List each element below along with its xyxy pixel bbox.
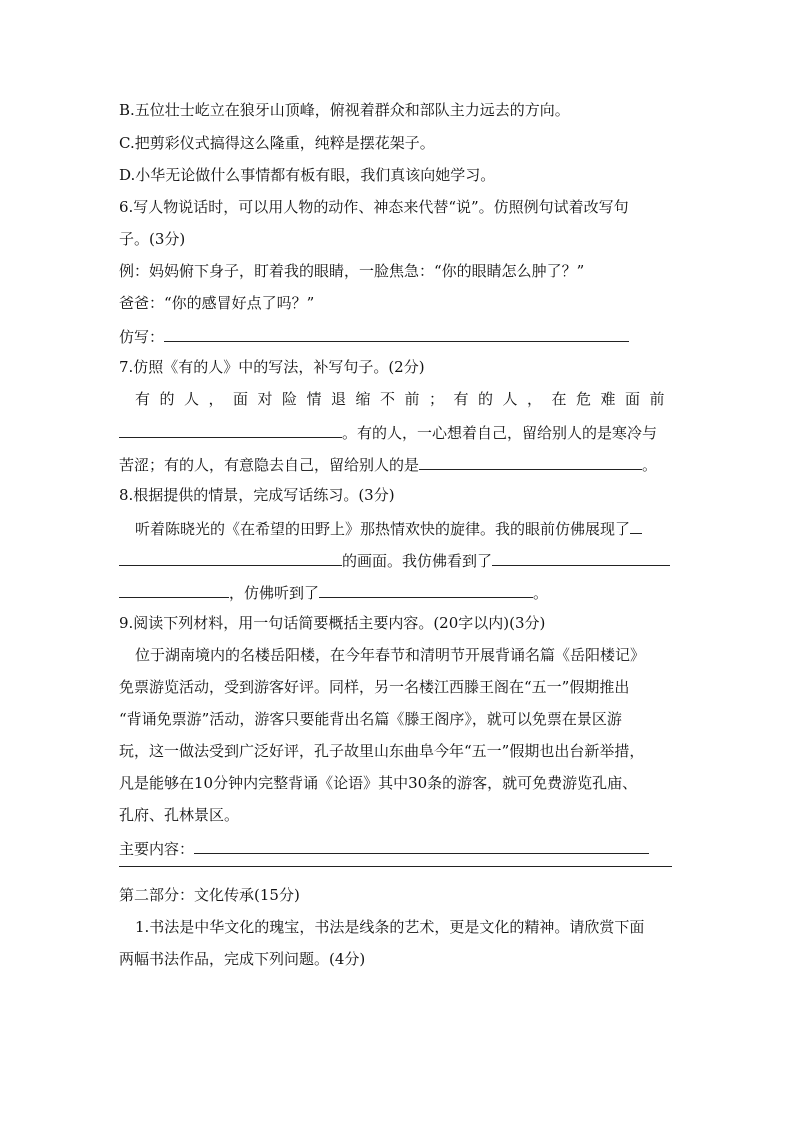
q7-answer-blank-1[interactable] xyxy=(119,421,342,438)
q6-imitate-line xyxy=(119,325,629,345)
q8-line3 xyxy=(119,581,548,601)
q7-line3-text: 苦涩；有的人，有意隐去自己，留给别人的是 xyxy=(119,456,420,474)
q8-line3-text: ，仿佛听到了 xyxy=(229,584,320,602)
part2-heading: 第二部分：文化传承(15分) xyxy=(119,886,300,904)
q9-passage-line3: “背诵免票游”活动，游客只要能背出名篇《滕王阁序》，就可以免票在景区游 xyxy=(119,710,622,728)
q6-stem-line2: 子。(3分) xyxy=(119,230,186,248)
q9-main-content-line xyxy=(119,837,649,857)
q9-answer-blank-2[interactable] xyxy=(119,866,672,867)
q8-line3-end: 。 xyxy=(533,584,549,602)
q8-answer-blank-3[interactable] xyxy=(319,581,533,598)
q7-stem: 7.仿照《有的人》中的写法，补写句子。(2分) xyxy=(119,358,425,376)
q7-line2-text: 。有的人，一心想着自己，留给别人的是寒冷与 xyxy=(342,424,658,442)
q8-line2 xyxy=(119,549,670,569)
q7-line3-end: 。 xyxy=(642,456,658,474)
q9-passage-line5: 凡是能够在10分钟内完整背诵《论语》其中30条的游客，就可免费游览孔庙、 xyxy=(119,774,638,792)
q9-passage-line2: 免票游览活动，受到游客好评。同样，另一名楼江西滕王阁在“五一”假期推出 xyxy=(119,678,630,696)
q7-line3 xyxy=(119,453,657,473)
q9-passage-line4: 玩，这一做法受到广泛好评，孔子故里山东曲阜今年“五一”假期也出台新举措， xyxy=(119,742,645,760)
q9-passage-line6: 孔府、孔林景区。 xyxy=(119,806,240,824)
q7-line1: 有的人，面对险情退缩不前；有的人，在危难面前 xyxy=(135,390,675,408)
q5-option-b: B.五位壮士屹立在狼牙山顶峰，俯视着群众和部队主力远去的方向。 xyxy=(119,101,570,119)
q6-imitate-label: 仿写： xyxy=(119,328,165,346)
q8-line2-text: 的画面。我仿佛看到了 xyxy=(342,552,493,570)
q8-answer-blank-2a[interactable] xyxy=(492,549,670,566)
q5-option-c: C.把剪彩仪式搞得这么隆重，纯粹是摆花架子。 xyxy=(119,134,435,152)
q8-answer-blank-2b[interactable] xyxy=(119,581,229,598)
q8-answer-blank-1b[interactable] xyxy=(119,549,342,566)
q6-stem-line1: 6.写人物说话时，可以用人物的动作、神态来代替“说”。仿照例句试着改写句 xyxy=(119,198,629,216)
q8-stem: 8.根据提供的情景，完成写话练习。(3分) xyxy=(119,486,395,504)
part2-q1-line1: 1.书法是中华文化的瑰宝，书法是线条的艺术，更是文化的精神。请欣赏下面 xyxy=(135,918,645,936)
q6-example: 例：妈妈俯下身子，盯着我的眼睛，一脸焦急：“你的眼睛怎么肿了？” xyxy=(119,262,585,280)
q7-line2 xyxy=(119,421,657,441)
q8-line1 xyxy=(135,517,642,537)
q9-stem: 9.阅读下列材料，用一句话简要概括主要内容。(20字以内)(3分) xyxy=(119,614,546,632)
part2-q1-line2: 两幅书法作品，完成下列问题。(4分) xyxy=(119,950,366,968)
q7-answer-blank-2[interactable] xyxy=(419,453,642,470)
q9-answer-blank-1[interactable] xyxy=(194,837,649,854)
q9-passage-line1: 位于湖南境内的名楼岳阳楼，在今年春节和清明节开展背诵名篇《岳阳楼记》 xyxy=(135,646,646,664)
q6-answer-blank[interactable] xyxy=(164,325,629,342)
q9-main-content-label: 主要内容： xyxy=(119,840,195,858)
q5-option-d: D.小华无论做什么事情都有板有眼，我们真该向她学习。 xyxy=(119,166,496,184)
q8-answer-blank-1a[interactable] xyxy=(630,517,642,534)
q8-line1-text: 听着陈晓光的《在希望的田野上》那热情欢快的旋律。我的眼前仿佛展现了 xyxy=(135,520,631,538)
q6-dad-quote: 爸爸：“你的感冒好点了吗？” xyxy=(119,294,315,312)
